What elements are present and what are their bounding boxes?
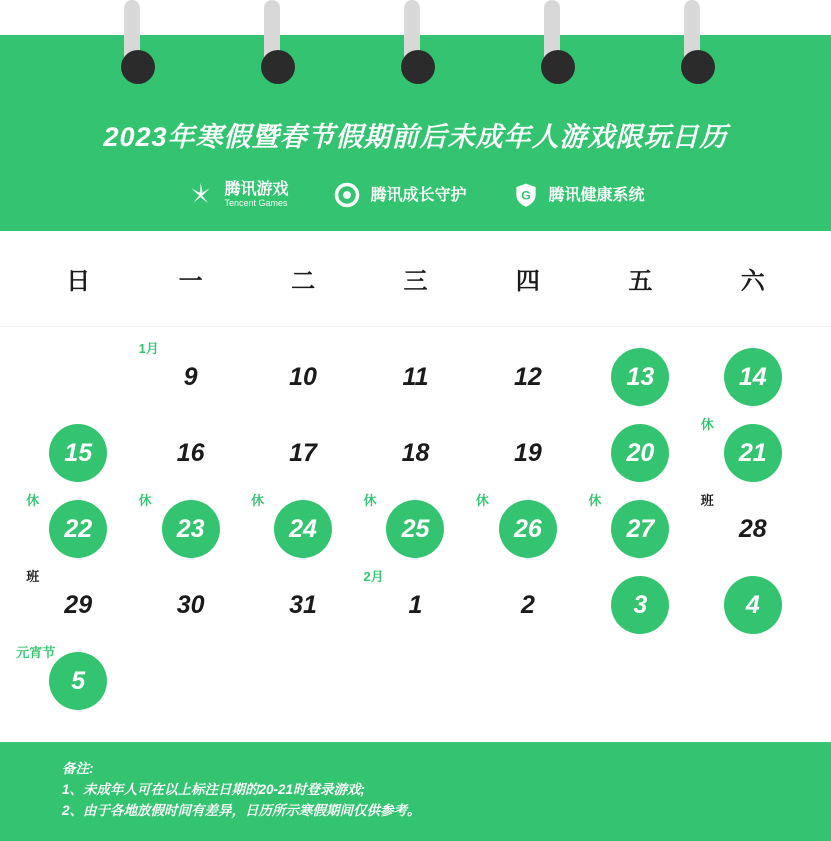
day-number: 11 [402,362,429,391]
calendar-day-cell[interactable] [134,339,246,415]
calendar-day-cell[interactable] [697,491,809,567]
day-number: 23 [176,514,205,543]
brand-growth-guardian [332,180,466,210]
calendar-day-cell[interactable] [247,567,359,643]
day-number: 18 [401,438,430,467]
day-tag-rest: 休 [138,493,152,508]
calendar-day-cell[interactable] [472,339,584,415]
day-number: 28 [738,514,767,543]
weekday-tue: 二 [291,268,316,295]
day-tag-month: 2月 [363,569,384,584]
calendar-day-cell[interactable] [697,339,809,415]
weekday-thu: 四 [515,268,540,295]
day-number: 21 [738,438,767,467]
day-number: 25 [401,514,430,543]
brand-label: 腾讯健康系统 [548,186,645,204]
calendar-day-cell[interactable] [247,415,359,491]
calendar-grid [0,327,831,719]
day-number: 30 [176,590,205,619]
weekday-sun: 日 [66,268,91,295]
footer-note [0,742,831,841]
calendar-day-cell[interactable] [359,415,471,491]
day-number: 3 [633,590,648,619]
day-number: 24 [289,514,317,543]
calendar-day-cell[interactable] [697,415,809,491]
day-tag-rest: 休 [588,493,602,508]
calendar-day-cell[interactable] [472,567,584,643]
calendar-day-cell[interactable] [22,567,134,643]
weekday-sat: 六 [740,268,765,295]
calendar-day-cell[interactable] [359,567,471,643]
calendar-day-cell[interactable] [22,491,134,567]
day-tag-rest: 休 [26,493,40,508]
footer-line: 2、由于各地放假时间有差异，日历所示寒假期间仅供参考。 [62,803,421,818]
day-number: 9 [183,362,198,391]
day-number: 31 [289,590,317,619]
weekday-mon: 一 [178,268,203,295]
day-number: 27 [626,514,655,543]
day-number: 17 [289,438,317,467]
brand-row [0,180,831,210]
day-number: 19 [514,438,542,467]
day-number: 1 [408,590,423,619]
header-banner [0,35,831,231]
brand-label: 腾讯成长守护 [370,186,467,204]
growth-guardian-icon [332,180,362,210]
day-number: 15 [64,438,93,467]
calendar-day-cell[interactable] [584,415,696,491]
day-number: 10 [289,362,317,391]
day-number: 5 [71,666,86,695]
calendar-day-cell[interactable] [247,339,359,415]
page-title: 2023年寒假暨春节假期前后未成年人游戏限玩日历 [103,122,728,152]
day-number: 2 [520,590,535,619]
day-number: 13 [626,362,655,391]
calendar-day-cell[interactable] [22,415,134,491]
calendar-day-cell[interactable] [359,339,471,415]
day-number: 12 [514,362,542,391]
day-tag-festival: 元宵节 [16,645,56,660]
calendar-day-cell[interactable] [584,567,696,643]
day-number: 20 [626,438,655,467]
footer-line: 1、未成年人可在以上标注日期的20-21时登录游戏; [62,782,366,797]
calendar-day-cell[interactable] [134,491,246,567]
calendar-day-cell[interactable] [584,339,696,415]
calendar-day-cell[interactable] [359,491,471,567]
calendar-day-cell[interactable] [16,643,134,719]
brand-tencent-games [186,180,288,210]
day-number: 29 [64,590,93,619]
calendar-day-cell[interactable] [134,567,246,643]
brand-health-system [511,180,645,210]
health-system-icon [511,180,541,210]
calendar [0,231,831,742]
weekday-wed: 三 [403,268,428,295]
day-tag-month: 1月 [138,341,159,356]
calendar-day-cell[interactable] [697,567,809,643]
day-number: 14 [738,362,767,391]
day-tag-work: 班 [26,569,40,584]
day-number: 16 [176,438,205,467]
calendar-day-cell[interactable] [247,491,359,567]
day-tag-rest: 休 [251,493,265,508]
day-tag-rest: 休 [475,493,489,508]
weekday-header [0,231,831,327]
brand-label: 腾讯游戏 Tencent Games [224,181,289,208]
day-tag-rest: 休 [363,493,377,508]
tencent-games-icon [186,180,216,210]
calendar-day-cell[interactable] [472,415,584,491]
day-tag-rest: 休 [700,417,714,432]
calendar-day-cell[interactable] [134,415,246,491]
calendar-day-cell[interactable] [584,491,696,567]
weekday-fri: 五 [628,268,653,295]
day-number: 4 [745,590,760,619]
day-tag-work: 班 [700,493,714,508]
day-number: 26 [514,514,542,543]
day-number: 22 [64,514,93,543]
calendar-day-cell[interactable] [472,491,584,567]
svg-text:G: G [520,188,531,203]
footer-line: 备注: [62,761,94,776]
